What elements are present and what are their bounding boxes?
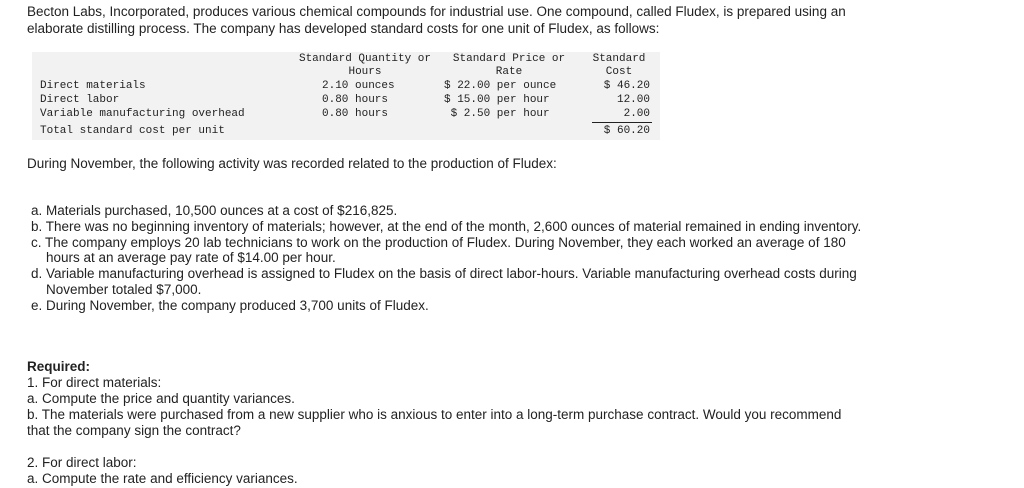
row-label-direct-materials: Direct materials (40, 80, 146, 92)
required-section (27, 359, 847, 487)
row-label-variable-overhead: Variable manufacturing overhead (40, 108, 245, 120)
activity-item-b: b. There was no beginning inventory of materials; however, at the end of the month, 2,600 ounces of material remained in ending inventory. (31, 218, 862, 234)
cell-qty-variable-overhead: 0.80 hours (322, 108, 389, 120)
problem-intro: Becton Labs, Incorporated, produces various chemical compounds for industrial use. One compound, called Fludex, is prepared using an elaborate distilling process. The company has developed standard costs for one unit of Fludex, as follows: (27, 4, 846, 36)
cell-price-variable-overhead: $ 2.50 per hour (444, 108, 550, 120)
required-part-1: 1. For direct materials: (27, 375, 162, 390)
total-underline (592, 122, 652, 123)
activity-item-c: c. The company employs 20 lab technicians to work on the production of Fludex. During November, they each worked an average of 180 hours at an average pay rate of $14.00 per hour. (31, 234, 846, 266)
cell-qty-direct-labor: 0.80 hours (322, 94, 389, 106)
spacer (27, 439, 847, 455)
cell-cost-total: $ 60.20 (603, 125, 650, 137)
cell-qty-direct-materials: 2.10 ounces (322, 80, 395, 92)
cell-cost-variable-overhead: 2.00 (623, 108, 650, 120)
cell-cost-direct-labor: 12.00 (616, 94, 650, 106)
header-standard-cost: Standard Cost (592, 53, 646, 78)
row-label-total: Total standard cost per unit (40, 125, 225, 137)
required-part-2a: a. Compute the rate and efficiency variances. (27, 471, 298, 486)
required-part-2: 2. For direct labor: (27, 455, 137, 470)
cell-price-direct-materials: $ 22.00 per ounce (444, 80, 557, 92)
required-part-1a: a. Compute the price and quantity variances. (27, 391, 295, 406)
standard-cost-table (32, 52, 660, 140)
row-label-direct-labor: Direct labor (40, 94, 120, 106)
header-standard-quantity: Standard Quantity or Hours (298, 53, 432, 78)
required-part-1b: b. The materials were purchased from a new supplier who is anxious to enter into a long-term purchase contract. Would you recommend that the company sign the contract? (27, 407, 842, 438)
activity-item-d: d. Variable manufacturing overhead is assigned to Fludex on the basis of direct labor-hours. Variable manufacturing overhead costs during November totaled $7,000. (31, 266, 857, 297)
activity-intro: During November, the following activity was recorded related to the production of Fludex: (27, 156, 557, 171)
required-title: Required: (27, 359, 91, 374)
activity-item-e: e. During November, the company produced 3,700 units of Fludex. (31, 297, 429, 313)
cell-price-direct-labor: $ 15.00 per hour (444, 94, 550, 106)
header-standard-price: Standard Price or Rate (452, 53, 566, 78)
cell-cost-direct-materials: $ 46.20 (603, 80, 650, 92)
activity-list (31, 203, 881, 314)
activity-item-a: a. Materials purchased, 10,500 ounces at a cost of $216,825. (31, 203, 398, 218)
